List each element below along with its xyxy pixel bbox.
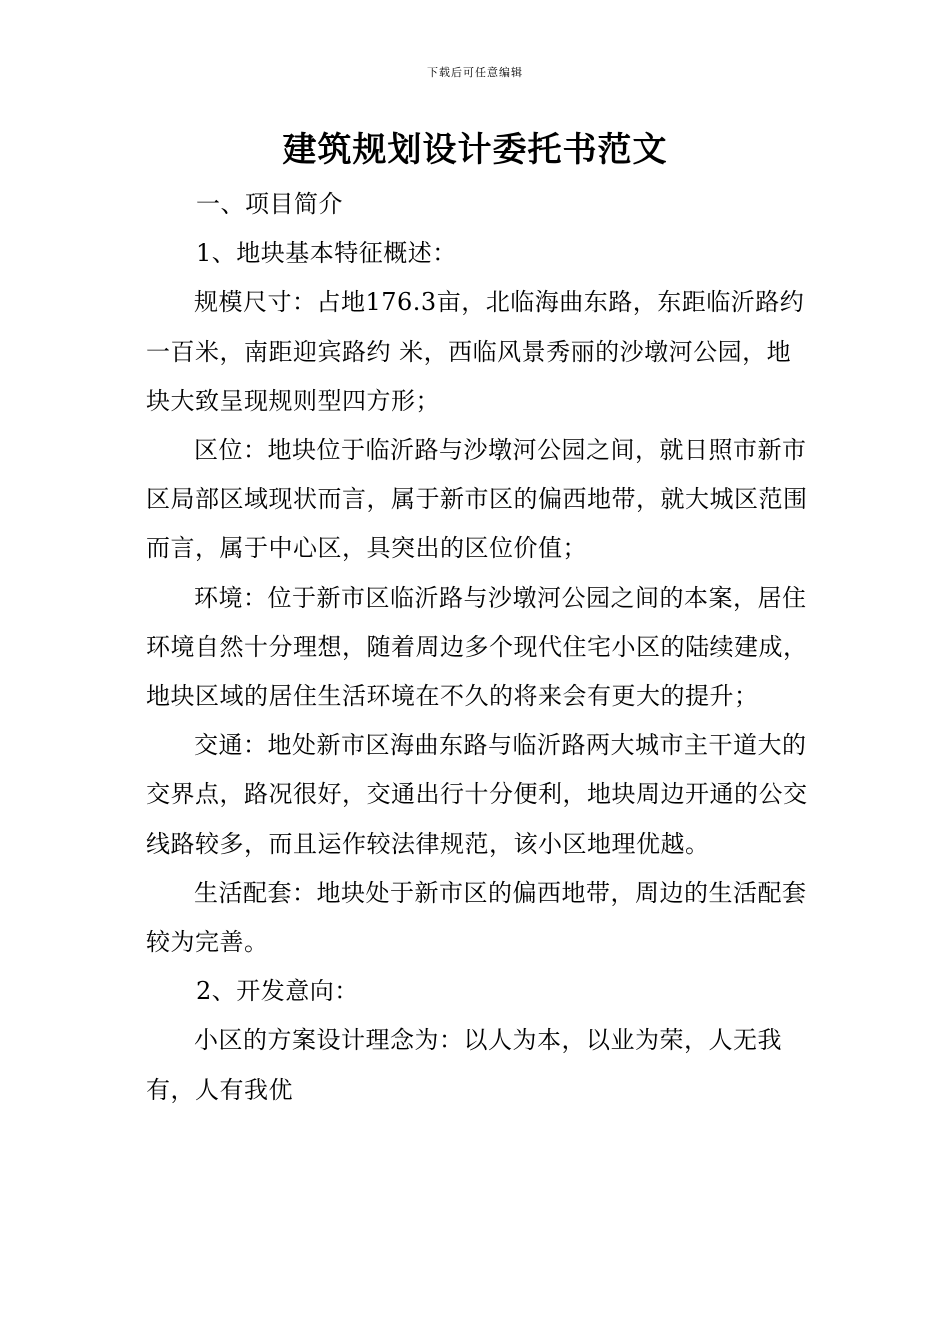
paragraph-location: 区位：地块位于临沂路与沙墩河公园之间，就日照市新市区局部区域现状而言，属于新市区的偏西地带，就大城区范围而言，属于中心区，具突出的区位价值；	[146, 436, 808, 563]
document-title: 建筑规划设计委托书范文	[282, 130, 668, 170]
paragraph-design-concept: 小区的方案设计理念为：以人为本，以业为荣，人无我有，人有我优	[146, 1026, 782, 1104]
paragraph-amenities: 生活配套：地块处于新市区的偏西地带，周边的生活配套较为完善。	[146, 878, 807, 957]
section-heading-project-intro: 一、项目简介	[196, 190, 343, 218]
header-note: 下载后可任意编辑	[427, 66, 523, 79]
subsection-heading-site-features: 1、地块基本特征概述：	[196, 239, 457, 268]
paragraph-environment: 环境：位于新市区临沂路与沙墩河公园之间的本案，居住环境自然十分理想，随着周边多个现代住宅小区的陆续建成，地块区域的居住生活环境在不久的将来会有更大的提升；	[146, 583, 808, 711]
subsection-heading-development-intent: 2、开发意向：	[196, 977, 359, 1006]
document-body	[146, 180, 810, 1115]
paragraph-scale: 规模尺寸：占地176.3亩，北临海曲东路，东距临沂路约一百米，南距迎宾路约 米，西临风景秀丽的沙墩河公园，地块大致呈现规则型四方形；	[146, 288, 805, 415]
paragraph-traffic: 交通：地处新市区海曲东路与临沂路两大城市主干道大的交界点，路况很好，交通出行十分便利，地块周边开通的公交线路较多，而且运作较法律规范，该小区地理优越。	[146, 731, 808, 858]
